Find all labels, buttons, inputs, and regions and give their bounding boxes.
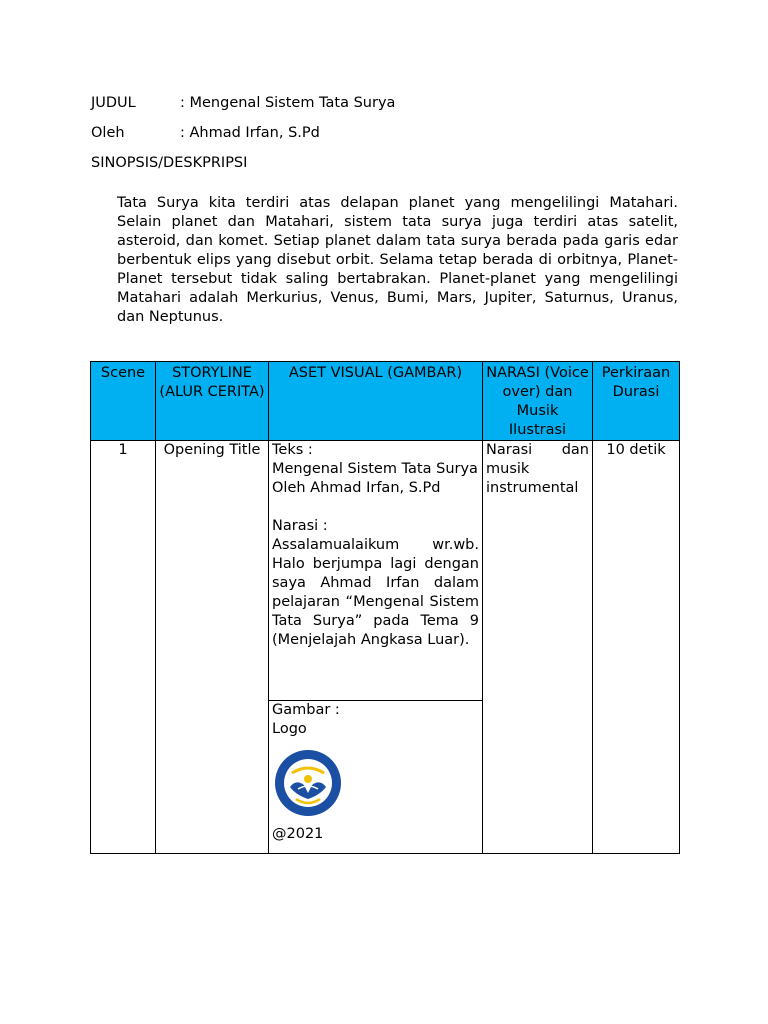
cell-storyline: Opening Title	[156, 441, 269, 854]
teks-label: Teks :	[272, 442, 313, 458]
judul-key: JUDUL	[91, 95, 136, 111]
gambar-value: Logo	[272, 721, 307, 737]
judul-row	[91, 94, 395, 112]
header-storyline: STORYLINE (ALUR CERITA)	[156, 362, 269, 441]
header-aset-visual: ASET VISUAL (GAMBAR)	[269, 362, 483, 441]
narasi-text: Assalamualaikum wr.wb. Halo berjumpa lagi dengan saya Ahmad Irfan dalam pelajaran “Mengenal Sistem Tata Surya” pada Tema 9 (Menjelajah Angkasa Luar).	[272, 537, 479, 648]
sinopsis-label	[91, 154, 247, 172]
header-narasi: NARASI (Voice over) dan Musik Ilustrasi	[483, 362, 593, 441]
header-durasi: Perkiraan Durasi	[593, 362, 680, 441]
oleh-key: Oleh	[91, 125, 125, 141]
judul-value: : Mengenal Sistem Tata Surya	[180, 95, 396, 111]
storyboard-table	[90, 361, 680, 854]
gambar-label: Gambar :	[272, 702, 340, 718]
cell-durasi: 10 detik	[593, 441, 680, 854]
header-scene: Scene	[91, 362, 156, 441]
synopsis-paragraph: Tata Surya kita terdiri atas delapan planet yang mengelilingi Matahari. Selain planet dan Matahari, sistem tata surya juga terdiri atas satelit, asteroid, dan komet. Setiap planet dalam tata surya berada pada garis edar berbentuk elips yang disebut orbit. Selama tetap berada di orbitnya, Planet-Planet tersebut tidak saling bertabrakan. Planet-planet yang mengelilingi Matahari adalah Merkurius, Venus, Bumi, Mars, Jupiter, Saturnus, Uranus, dan Neptunus.	[117, 195, 678, 325]
table-row	[91, 441, 680, 701]
cell-narasi-musik: Narasi dan musik instrumental	[483, 441, 593, 854]
teks-title: Mengenal Sistem Tata Surya	[272, 461, 478, 477]
cell-aset-teks	[269, 441, 483, 701]
oleh-value: : Ahmad Irfan, S.Pd	[180, 125, 320, 141]
oleh-row	[91, 124, 320, 142]
teks-author: Oleh Ahmad Irfan, S.Pd	[272, 480, 441, 496]
tut-wuri-logo-icon	[274, 749, 342, 817]
table-header-row	[91, 362, 680, 441]
sinopsis-label-text: SINOPSIS/DESKPRIPSI	[91, 155, 248, 171]
copyright: @2021	[272, 826, 324, 842]
cell-aset-gambar	[269, 701, 483, 854]
cell-scene: 1	[91, 441, 156, 854]
narasi-label: Narasi :	[272, 518, 328, 534]
